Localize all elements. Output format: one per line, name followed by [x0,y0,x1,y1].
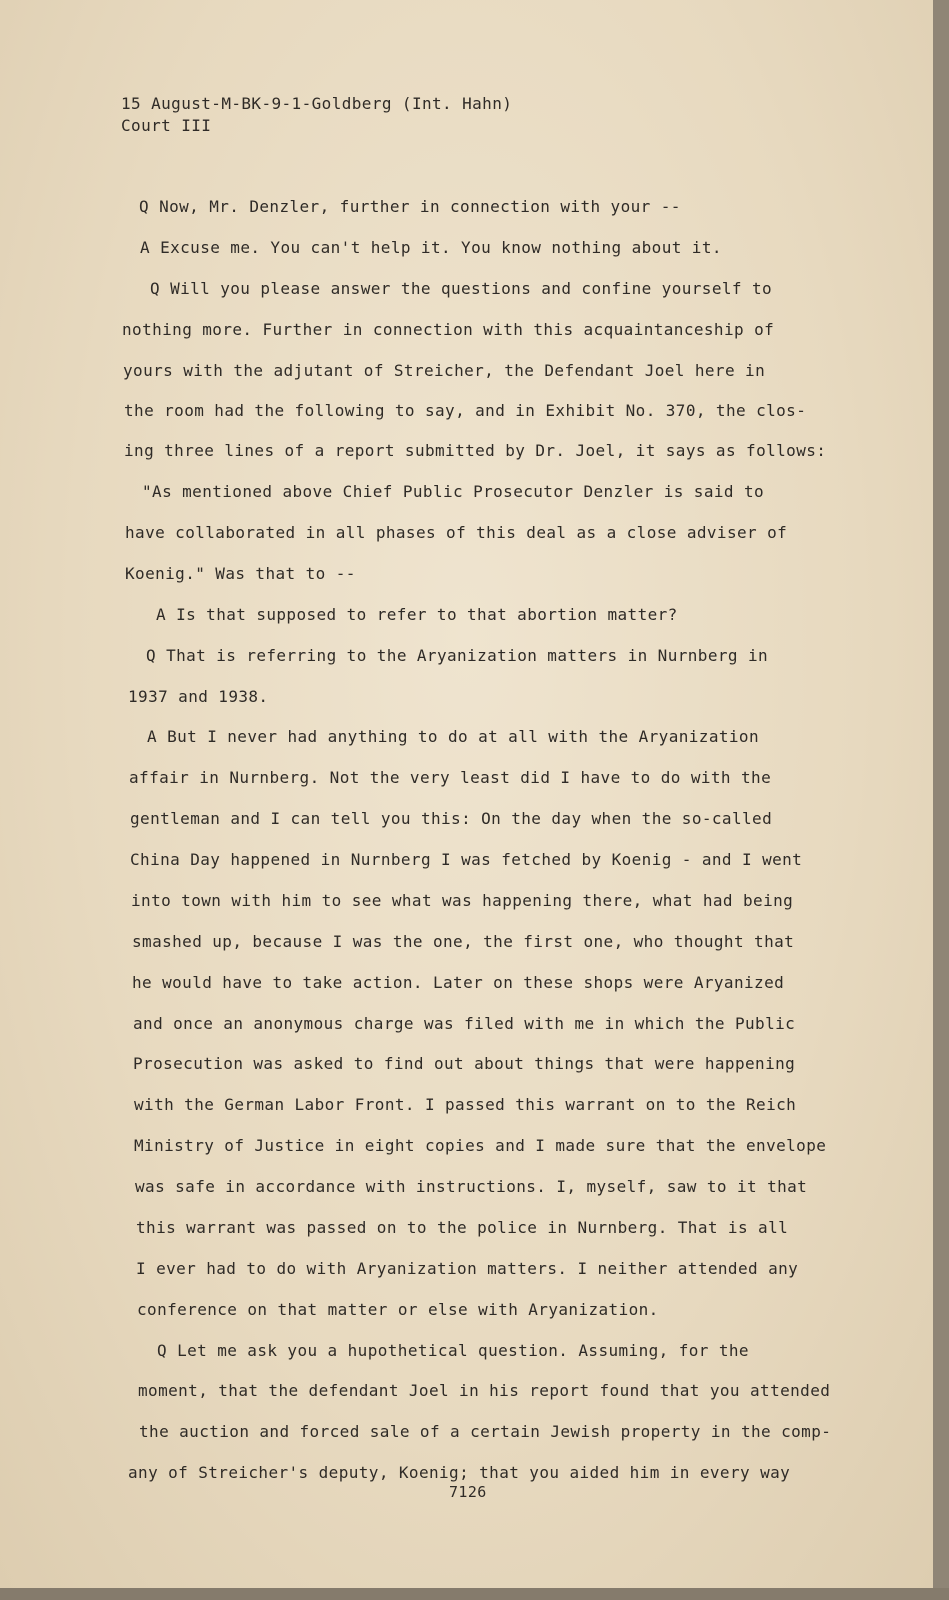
text-line-22: Prosecution was asked to find out about things that were happening [133,1054,796,1073]
scan-edge-bottom [0,1588,949,1600]
text-line-2: A Excuse me. You can't help it. You know nothing about it. [140,238,722,257]
text-line-21: and once an anonymous charge was filed with me in which the Public [133,1014,796,1033]
text-line-28: conference on that matter or else with Aryanization. [137,1300,659,1319]
text-line-13: 1937 and 1938. [128,687,269,706]
text-line-12: Q That is referring to the Aryanization matters in Nurnberg in [146,646,769,665]
text-line-3: Q Will you please answer the questions and confine yourself to [150,279,773,298]
text-line-32: any of Streicher's deputy, Koenig; that you aided him in every way [128,1463,791,1482]
text-line-31: the auction and forced sale of a certain Jewish property in the comp- [139,1422,832,1441]
text-line-10: Koenig." Was that to -- [125,564,356,583]
text-line-18: into town with him to see what was happening there, what had being [131,891,794,910]
text-line-17: China Day happened in Nurnberg I was fetched by Koenig - and I went [130,850,803,869]
page-number: 7126 [449,1483,487,1501]
text-line-5: yours with the adjutant of Streicher, the Defendant Joel here in [123,361,766,380]
text-line-9: have collaborated in all phases of this deal as a close adviser of [125,523,788,542]
text-line-25: was safe in accordance with instructions. I, myself, saw to it that [135,1177,808,1196]
text-line-15: affair in Nurnberg. Not the very least did I have to do with the [129,768,772,787]
text-line-7: ing three lines of a report submitted by Dr. Joel, it says as follows: [124,441,827,460]
text-line-30: moment, that the defendant Joel in his report found that you attended [138,1381,831,1400]
text-line-14: A But I never had anything to do at all with the Aryanization [147,727,760,746]
text-line-24: Ministry of Justice in eight copies and I made sure that the envelope [134,1136,827,1155]
text-line-4: nothing more. Further in connection with this acquaintanceship of [122,320,775,339]
text-line-19: smashed up, because I was the one, the first one, who thought that [132,932,795,951]
text-line-26: this warrant was passed on to the police in Nurnberg. That is all [136,1218,789,1237]
text-line-27: I ever had to do with Aryanization matters. I neither attended any [136,1259,799,1278]
header-line-1: 15 August-M-BK-9-1-Goldberg (Int. Hahn) [121,94,513,113]
text-line-6: the room had the following to say, and in Exhibit No. 370, the clos- [124,401,807,420]
text-line-29: Q Let me ask you a hupothetical question. Assuming, for the [157,1341,749,1360]
text-line-20: he would have to take action. Later on these shops were Aryanized [132,973,785,992]
scan-edge-right [933,0,949,1600]
text-line-23: with the German Labor Front. I passed this warrant on to the Reich [134,1095,797,1114]
text-line-8: "As mentioned above Chief Public Prosecutor Denzler is said to [142,482,765,501]
text-line-16: gentleman and I can tell you this: On the day when the so-called [130,809,773,828]
text-line-1: Q Now, Mr. Denzler, further in connection with your -- [139,197,681,216]
text-line-11: A Is that supposed to refer to that abortion matter? [156,605,678,624]
header-line-2: Court III [121,116,212,135]
